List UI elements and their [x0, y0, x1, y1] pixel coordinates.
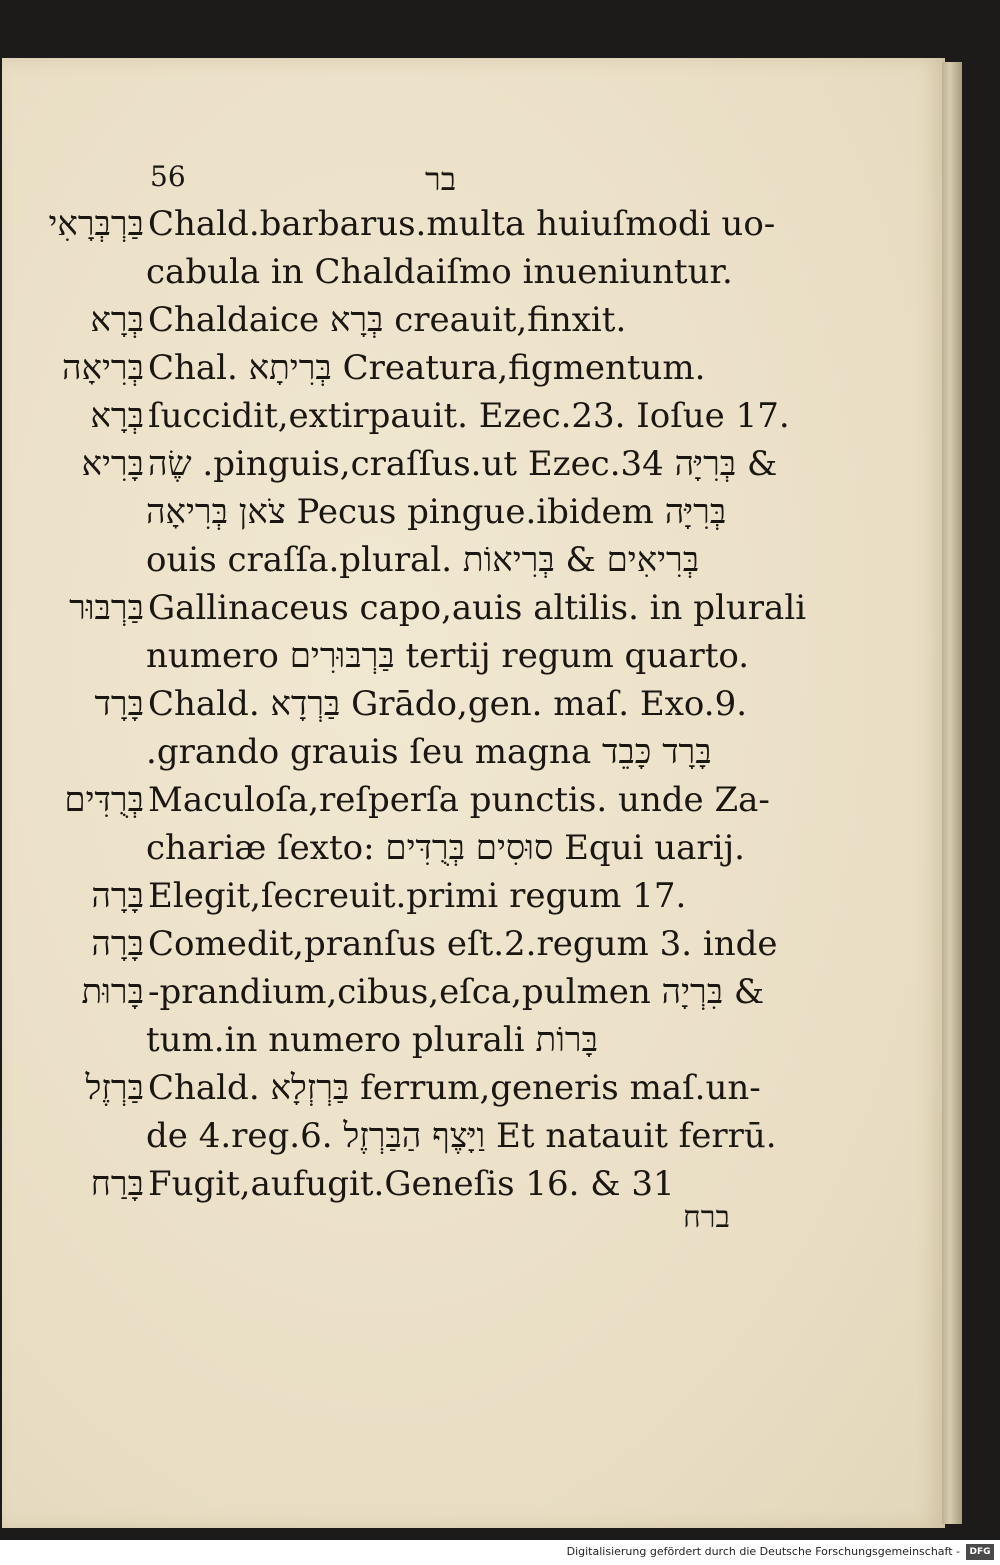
entry-line: [0, 392, 940, 440]
hebrew-headword: בָּרוּת: [81, 972, 144, 1012]
entry-line: [0, 872, 940, 920]
hebrew-headword: בְּרָא: [90, 300, 144, 340]
hebrew-headword: בְּרִיאָה: [62, 348, 144, 388]
entry-line: [0, 680, 940, 728]
entry-text: Maculoſa,reſperſa punctis. unde Za‑: [148, 780, 770, 820]
footer-bar: [0, 1540, 1000, 1565]
catchword: ברח: [683, 1200, 730, 1235]
entry-text: Fugit,aufugit.Geneſis 16. & 31: [148, 1164, 675, 1204]
entry-text: בְּרִיָּה Pecus pingue.ibidem צֹאן בְּרִיאָה: [146, 492, 727, 532]
entry-line: [0, 1016, 940, 1064]
dictionary-entries: [0, 200, 940, 1204]
hebrew-headword: בַּרְזֶל: [85, 1068, 144, 1108]
entry-text: Gallinaceus capo,auis altilis. in plurali: [148, 588, 807, 628]
hebrew-headword: בָּרַח: [90, 1164, 144, 1204]
entry-line: [0, 968, 940, 1016]
page-edge: [942, 62, 962, 1524]
entry-text: ouis craſſa.plural. בְּרִיאִים & בְּרִיאוֹת: [146, 540, 700, 580]
entry-line: [0, 920, 940, 968]
entry-line: [0, 344, 940, 392]
running-head: בר: [425, 160, 457, 198]
entry-text: & בְּרִיָּה pinguis,craſſus.ut Ezec.34. שֶׂה: [148, 444, 778, 484]
dfg-logo: DFG: [966, 1544, 994, 1560]
entry-line: [0, 584, 940, 632]
entry-text: Chald. בַּרְדָא Grādo,gen. maſ. Exo.9.: [148, 684, 748, 724]
hebrew-headword: בְּרֻדִּים: [64, 780, 144, 820]
page-number: 56: [150, 160, 186, 193]
hebrew-headword: בָּרָד: [94, 684, 144, 724]
entry-text: Chald.barbarus.multa huiuſmodi uo‑: [148, 204, 776, 244]
entry-text: Chald. בַּרְזְלָא ferrum,generis maſ.un‑: [148, 1068, 761, 1108]
hebrew-headword: בְּרָא: [90, 396, 144, 436]
entry-text: & בִּרְיָה prandium,cibus,eſca,pulmen‑: [148, 972, 765, 1012]
entry-line: [0, 632, 940, 680]
entry-text: ſuccidit,extirpauit. Ezec.23. Ioſue 17.: [148, 396, 790, 436]
entry-line: [0, 1112, 940, 1160]
entry-text: בָּרָד כָּבֵד grando grauis ſeu magna.: [146, 732, 712, 772]
hebrew-headword: בַּרְבּוּר: [69, 588, 144, 628]
entry-text: de 4.reg.6. וַיָּצֶף הַבַּרְזֶל Et natauit ferrū.: [146, 1116, 777, 1156]
hebrew-headword: בָּרָה: [91, 924, 144, 964]
hebrew-headword: בָּרָה: [91, 876, 144, 916]
entry-text: Chaldaice בְּרָא creauit,finxit.: [148, 300, 627, 340]
entry-text: numero בַּרְבּוּרִים tertij regum quarto.: [146, 636, 750, 676]
entry-line: [0, 248, 940, 296]
entry-line: [0, 824, 940, 872]
entry-text: chariæ ſexto: סוּסִים בְּרֻדִּים Equi uarij.: [146, 828, 745, 868]
entry-text: Comedit,pranſus eſt.2.regum 3. inde: [148, 924, 778, 964]
page-header: [150, 160, 500, 200]
entry-line: [0, 1160, 940, 1208]
hebrew-headword: בַּרְבְּרָאִי: [48, 204, 144, 244]
entry-line: [0, 536, 940, 584]
hebrew-headword: בָּרִיא: [81, 444, 144, 484]
entry-line: [0, 440, 940, 488]
entry-text: Chal. בְּרִיתָא Creatura,figmentum.: [148, 348, 706, 388]
entry-line: [0, 728, 940, 776]
entry-line: [0, 200, 940, 248]
entry-text: cabula in Chaldaiſmo inueniuntur.: [146, 252, 733, 292]
funding-credit: Digitalisierung gefördert durch die Deutsche Forschungsgemeinschaft -: [566, 1545, 960, 1558]
entry-line: [0, 776, 940, 824]
entry-text: tum.in numero plurali בָּרוֹת: [146, 1020, 599, 1060]
entry-text: Elegit,ſecreuit.primi regum 17.: [148, 876, 687, 916]
entry-line: [0, 296, 940, 344]
entry-line: [0, 1064, 940, 1112]
entry-line: [0, 488, 940, 536]
